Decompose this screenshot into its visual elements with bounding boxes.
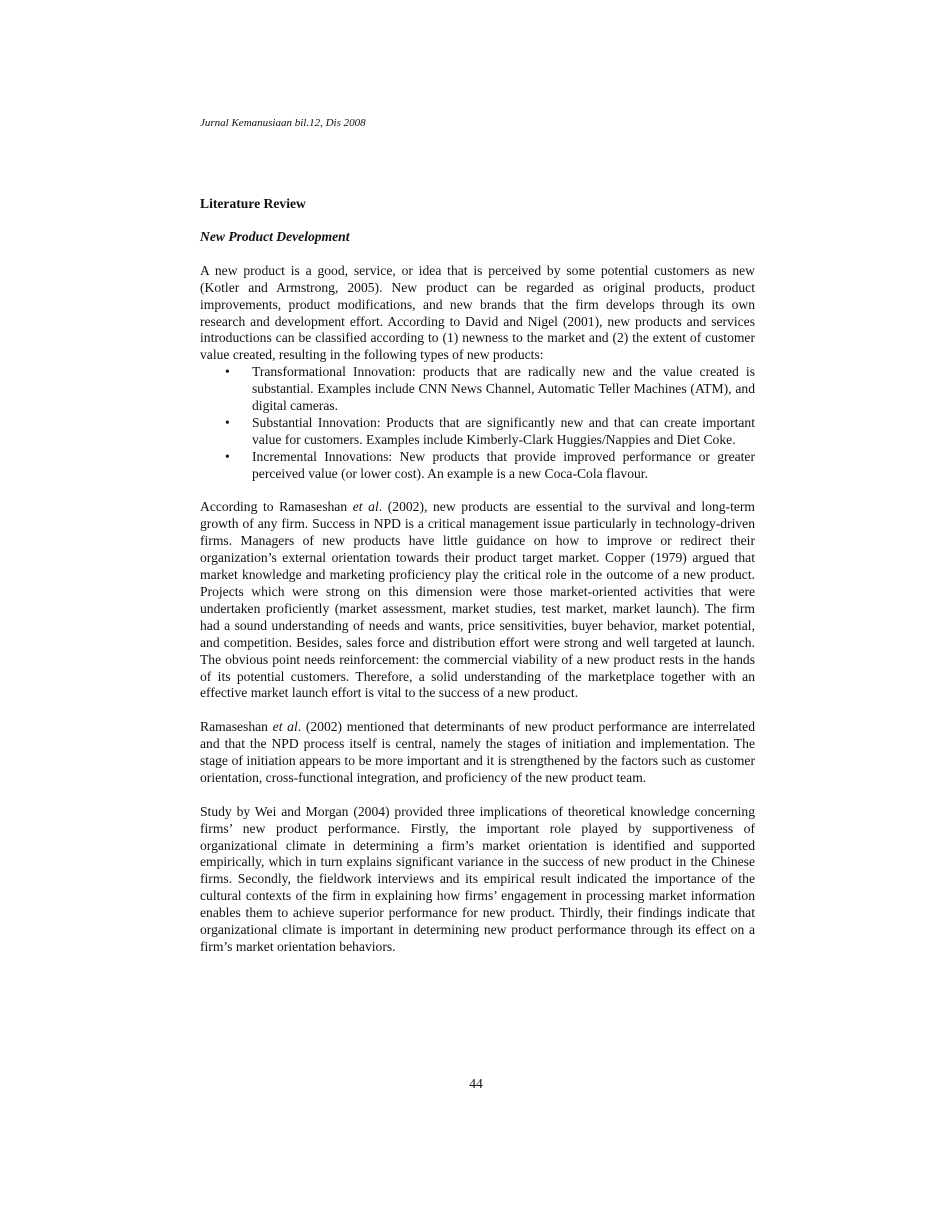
- et-al: et al: [272, 719, 298, 735]
- text-run: Ramaseshan: [200, 719, 273, 735]
- list-item: [225, 448, 755, 483]
- paragraph-intro: A new product is a good, service, or idea that is perceived by some potential customers as new (Kotler and Armstrong, 2005). New product can be regarded as original products, product improvements, product modifications, and new brands that the firm develops through its own research and development effort. According to David and Nigel (2001), new products and services introductions can be classified according to (1) newness to the market and (2) the extent of customer value created, resulting in the following types of new products:: [200, 262, 755, 363]
- list-item: [225, 414, 755, 449]
- page-number: 44: [469, 1076, 483, 1091]
- paragraph-ramaseshan-npd: [200, 499, 755, 702]
- list-item-text: Transformational Innovation: products that are radically new and the value created is substantial. Examples include CNN News Channel, Automatic Teller Machines (ATM), and digital cameras.: [252, 364, 755, 414]
- text-run: . (2002) mentioned that determinants of new product performance are interrelated and that the NPD process itself is central, namely the stages of initiation and implementation. The stage of initiation appears to be more important and it is strengthened by the factors such as customer orientation, cross-functional integration, and proficiency of the new product team.: [200, 719, 755, 785]
- section-title: Literature Review: [200, 196, 306, 211]
- list-item: [225, 364, 755, 415]
- innovation-types-list: [200, 364, 755, 482]
- et-al: et al: [352, 499, 379, 515]
- article-body: [200, 196, 755, 956]
- text-run: . (2002), new products are essential to the survival and long-term growth of any firm. Success in NPD is a critical management issue particularly in technology-driven firms. Managers of new products have little guidance on how to improve or redirect their organization’s external orientation towards their product target market. Copper (1979) argued that market knowledge and marketing proficiency play the critical role in the outcome of a new product. Projects which were strong on this dimension were those market-oriented activities that were undertaken proficiently (market assessment, market studies, test market, market launch). The firm had a sound understanding of needs and wants, price sensitivities, buyer behavior, market potential, and competition. Besides, sales force and distribution effort were strong and well targeted at launch. The obvious point needs reinforcement: the commercial viability of a new product rests in the hands of its potential customers. Therefore, a solid understanding of the marketplace together with an effective market launch effort is vital to the success of a new product.: [200, 499, 755, 701]
- paragraph-ramaseshan-determinants: [200, 719, 755, 787]
- bullet-icon: •: [225, 364, 230, 380]
- text-run: According to Ramaseshan: [200, 499, 353, 515]
- running-head: Jurnal Kemanusiaan bil.12, Dis 2008: [200, 117, 366, 129]
- list-item-text: Incremental Innovations: New products that provide improved performance or greater perceived value (or lower cost). An example is a new Coca-Cola flavour.: [252, 448, 755, 481]
- bullet-icon: •: [225, 414, 230, 430]
- paragraph-wei-morgan: Study by Wei and Morgan (2004) provided three implications of theoretical knowledge concerning firms’ new product performance. Firstly, the important role played by supportiveness of organizational climate in determining a firm’s market orientation is identified and supported empirically, which in turn explains significant variance in the success of new product in the Chinese firms. Secondly, the fieldwork interviews and its empirical result indicated the importance of the cultural contexts of the firm in explaining how firms’ engagement in processing market information enables them to achieve superior performance for new product. Thirdly, their findings indicate that organizational climate is important in determining new product performance through its effect on a firm’s market orientation behaviors.: [200, 803, 755, 955]
- subsection-title: New Product Development: [200, 229, 350, 245]
- bullet-icon: •: [225, 448, 230, 464]
- list-item-text: Substantial Innovation: Products that are significantly new and that can create important value for customers. Examples include Kimberly-Clark Huggies/Nappies and Diet Coke.: [252, 414, 755, 447]
